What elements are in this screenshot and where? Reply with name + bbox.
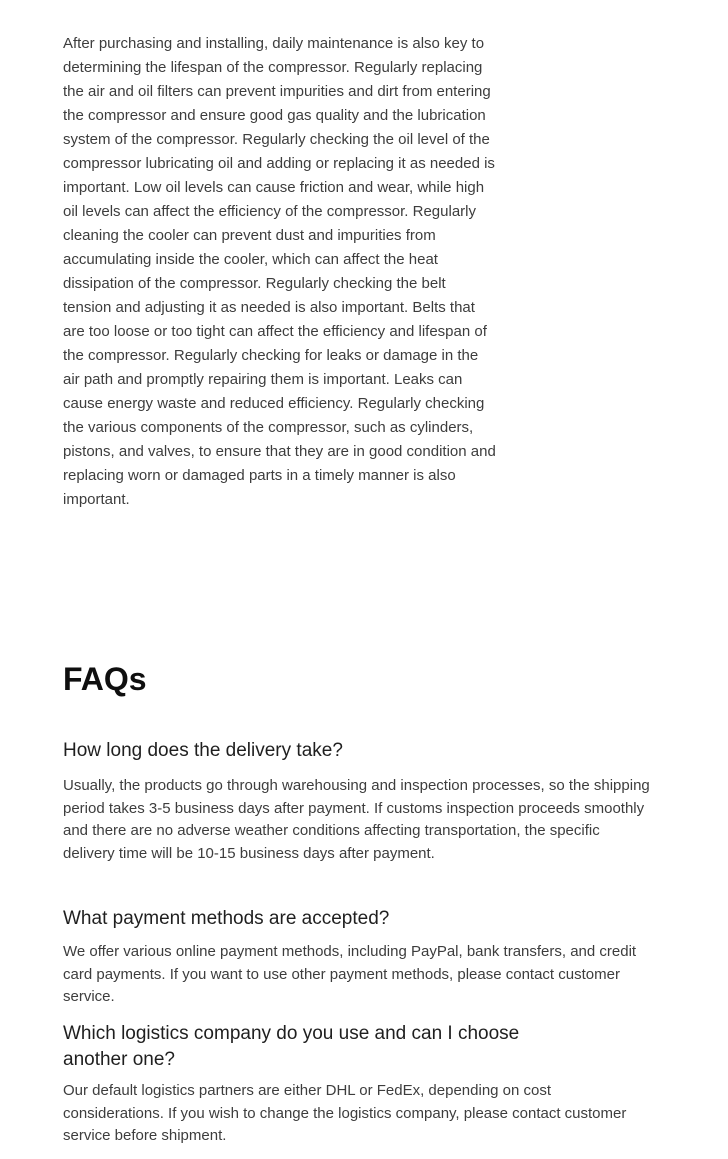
faq-section-title: FAQs	[63, 661, 147, 697]
faq-question-logistics-company: Which logistics company do you use and can I choose another one?	[63, 1023, 520, 1070]
faq-answer-payment-methods: We offer various online payment methods, including PayPal, bank transfers, and credit card payments. If you want to use other payment methods, please contact customer service.	[63, 943, 637, 1005]
faq-answer-logistics-company: Our default logistics partners are either DHL or FedEx, depending on cost considerations. If you wish to change the logistics company, please contact customer service before shipment.	[63, 1082, 627, 1144]
faq-question-payment-methods: What payment methods are accepted?	[63, 908, 390, 929]
maintenance-description-paragraph: After purchasing and installing, daily maintenance is also key to determining the lifespan of the compressor. Regularly replacing the air and oil filters can prevent impurities and dirt from entering the compressor and ensure good gas quality and the lubrication system of the compressor. Regularly checking the oil level of the compressor lubricating oil and adding or replacing it as needed is important. Low oil levels can cause friction and wear, while high oil levels can affect the efficiency of the compressor. Regularly cleaning the cooler can prevent dust and impurities from accumulating inside the cooler, which can affect the heat dissipation of the compressor. Regularly checking the belt tension and adjusting it as needed is also important. Belts that are too loose or too tight can affect the efficiency and lifespan of the compressor. Regularly checking for leaks or damage in the air path and promptly repairing them is important. Leaks can cause energy waste and reduced efficiency. Regularly checking the various components of the compressor, such as cylinders, pistons, and valves, to ensure that they are in good condition and replacing worn or damaged parts in a timely manner is also important.	[63, 35, 496, 508]
faq-question-delivery-time: How long does the delivery take?	[63, 740, 343, 761]
faq-answer-delivery-time: Usually, the products go through warehousing and inspection processes, so the shipping period takes 3-5 business days after payment. If customs inspection proceeds smoothly and there are no adverse weather conditions affecting transportation, the specific delivery time will be 10-15 business days after payment.	[63, 777, 650, 862]
